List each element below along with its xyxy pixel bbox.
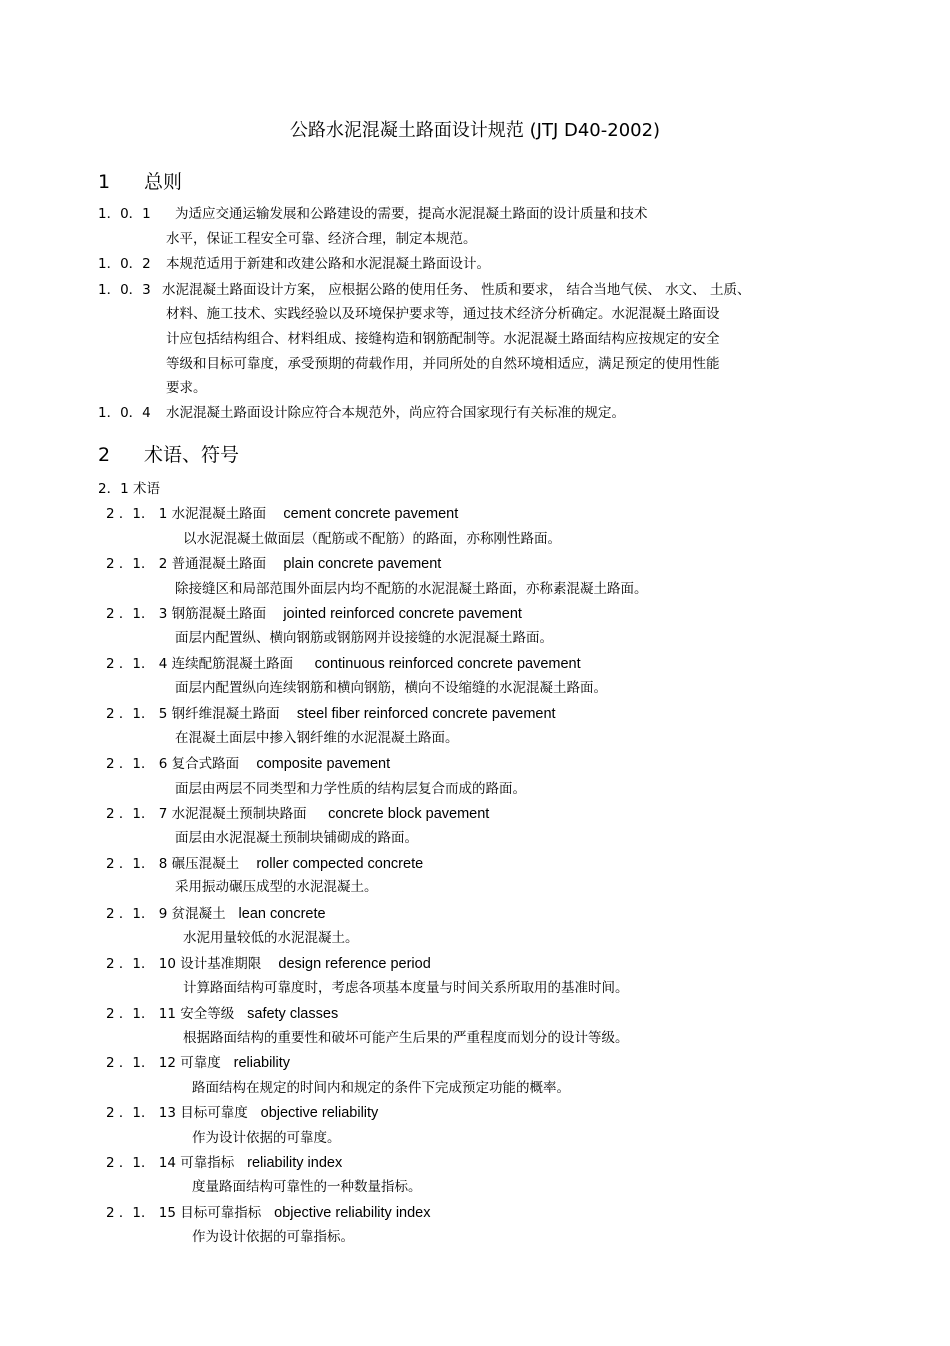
clause-number: 1．0．1 — [98, 206, 151, 222]
section-number: 1 — [98, 171, 111, 193]
clause-text-line: 水泥混凝土路面设计除应符合本规范外，尚应符合国家现行有关标准的规定。 — [166, 405, 625, 421]
term-zh: 设计基准期限 — [180, 956, 262, 972]
clause-text-line: 为适应交通运输发展和公路建设的需要，提高水泥混凝土路面的设计质量和技术 — [175, 206, 648, 222]
term-zh: 连续配筋混凝土路面 — [171, 656, 294, 672]
term-heading — [106, 755, 390, 773]
term-heading — [106, 955, 431, 973]
term-heading — [106, 1204, 430, 1222]
term-en: steel fiber reinforced concrete pavement — [296, 706, 556, 722]
term-definition: 路面结构在规定的时间内和规定的条件下完成预定功能的概率。 — [192, 1080, 570, 1096]
clause-number: 1．0．4 — [98, 405, 151, 421]
term-definition: 面层内配置纵向连续钢筋和横向钢筋，横向不设缩缝的水泥混凝土路面。 — [175, 680, 607, 696]
clause-text-line: 本规范适用于新建和改建公路和水泥混凝土路面设计。 — [166, 256, 490, 272]
term-en: safety classes — [247, 1006, 339, 1022]
term-zh: 水泥混凝土预制块路面 — [171, 806, 307, 822]
section-heading-1 — [98, 167, 182, 194]
term-heading — [106, 655, 581, 673]
subsection-title: 术语 — [132, 481, 160, 497]
term-zh: 水泥混凝土路面 — [171, 506, 267, 522]
clause-number: 1．0．2 — [98, 256, 151, 272]
term-definition: 在混凝土面层中掺入钢纤维的水泥混凝土路面。 — [175, 730, 459, 746]
term-en: continuous reinforced concrete pavement — [314, 656, 581, 672]
term-heading — [106, 1104, 378, 1122]
term-number: 2 ．1． 8 — [106, 856, 168, 872]
term-en: reliability index — [247, 1155, 343, 1171]
term-number: 2 ．1． 7 — [106, 806, 168, 822]
section-title: 总则 — [144, 171, 183, 193]
term-definition: 采用振动碾压成型的水泥混凝土。 — [175, 879, 378, 895]
term-definition: 度量路面结构可靠性的一种数量指标。 — [192, 1179, 422, 1195]
term-heading — [106, 805, 489, 823]
section-title: 术语、符号 — [144, 444, 240, 466]
section-heading-2 — [98, 440, 239, 467]
term-heading — [106, 905, 326, 923]
term-heading — [106, 705, 556, 723]
term-number: 2 ．1． 11 — [106, 1006, 176, 1022]
subsection-number: 2．1 — [98, 481, 129, 497]
term-heading — [106, 1154, 342, 1172]
term-zh: 安全等级 — [180, 1006, 235, 1022]
term-en: jointed reinforced concrete pavement — [283, 606, 522, 622]
term-definition: 水泥用量较低的水泥混凝土。 — [183, 930, 359, 946]
term-en: lean concrete — [238, 906, 326, 922]
term-en: objective reliability — [260, 1105, 379, 1121]
term-en: design reference period — [278, 956, 431, 972]
term-definition: 除接缝区和局部范围外面层内均不配筋的水泥混凝土路面，亦称素混凝土路面。 — [175, 581, 648, 597]
term-number: 2 ．1． 10 — [106, 956, 176, 972]
term-definition: 作为设计依据的可靠指标。 — [192, 1229, 354, 1245]
term-heading — [106, 1054, 290, 1072]
term-definition: 计算路面结构可靠度时，考虑各项基本度量与时间关系所取用的基准时间。 — [183, 980, 629, 996]
term-zh: 普通混凝土路面 — [171, 556, 267, 572]
term-number: 2 ．1． 2 — [106, 556, 168, 572]
term-zh: 复合式路面 — [171, 756, 240, 772]
term-definition: 面层内配置纵、横向钢筋或钢筋网并设接缝的水泥混凝土路面。 — [175, 630, 553, 646]
term-number: 2 ．1． 15 — [106, 1205, 176, 1221]
term-definition: 面层由水泥混凝土预制块铺砌成的路面。 — [175, 830, 418, 846]
term-en: cement concrete pavement — [283, 506, 459, 522]
term-en: reliability — [233, 1055, 291, 1071]
term-zh: 可靠指标 — [180, 1155, 235, 1171]
term-zh: 钢纤维混凝土路面 — [171, 706, 280, 722]
clause-text-line: 要求。 — [166, 380, 207, 396]
term-heading — [106, 1005, 338, 1023]
term-number: 2 ．1． 9 — [106, 906, 168, 922]
term-definition: 面层由两层不同类型和力学性质的结构层复合而成的路面。 — [175, 781, 526, 797]
term-definition: 作为设计依据的可靠度。 — [192, 1130, 341, 1146]
clause-text-line: 材料、施工技术、实践经验以及环境保护要求等，通过技术经济分析确定。水泥混凝土路面设 — [166, 306, 720, 322]
term-number: 2 ．1． 13 — [106, 1105, 176, 1121]
clause-number: 1．0．3 — [98, 282, 151, 298]
term-zh: 目标可靠度 — [180, 1105, 248, 1121]
term-zh: 可靠度 — [180, 1055, 221, 1071]
term-en: composite pavement — [256, 756, 391, 772]
term-en: concrete block pavement — [328, 806, 490, 822]
clause-text-line: 计应包括结构组合、材料组成、接缝构造和钢筋配制等。水泥混凝土路面结构应按规定的安全 — [166, 331, 720, 347]
term-zh: 目标可靠指标 — [180, 1205, 262, 1221]
term-en: plain concrete pavement — [283, 556, 442, 572]
clause-text-line: 水平，保证工程安全可靠、经济合理，制定本规范。 — [166, 231, 477, 247]
term-heading — [106, 555, 441, 573]
term-number: 2 ．1． 14 — [106, 1155, 176, 1171]
subsection-heading — [98, 480, 160, 498]
term-number: 2 ．1． 1 — [106, 506, 168, 522]
term-number: 2 ．1． 4 — [106, 656, 168, 672]
clause-text-line: 水泥混凝土路面设计方案， 应根据公路的使用任务、 性质和要求， 结合当地气侯、 水文、 土质、 — [162, 282, 751, 298]
term-heading — [106, 505, 458, 523]
term-zh: 贫混凝土 — [171, 906, 226, 922]
document-title: 公路水泥混凝土路面设计规范 (JTJ D40-2002) — [289, 120, 661, 141]
term-heading — [106, 605, 522, 623]
term-heading — [106, 855, 423, 873]
term-en: objective reliability index — [274, 1205, 431, 1221]
term-en: roller compected concrete — [256, 856, 424, 872]
section-number: 2 — [98, 444, 111, 466]
term-number: 2 ．1． 5 — [106, 706, 168, 722]
term-number: 2 ．1． 6 — [106, 756, 168, 772]
term-zh: 钢筋混凝土路面 — [171, 606, 267, 622]
term-zh: 碾压混凝土 — [171, 856, 240, 872]
term-definition: 根据路面结构的重要性和破坏可能产生后果的严重程度而划分的设计等级。 — [183, 1030, 629, 1046]
term-number: 2 ．1． 12 — [106, 1055, 176, 1071]
term-definition: 以水泥混凝土做面层（配筋或不配筋）的路面，亦称刚性路面。 — [183, 531, 561, 547]
clause-text-line: 等级和目标可靠度，承受预期的荷载作用，并同所处的自然环境相适应，满足预定的使用性能 — [166, 356, 720, 372]
term-number: 2 ．1． 3 — [106, 606, 168, 622]
